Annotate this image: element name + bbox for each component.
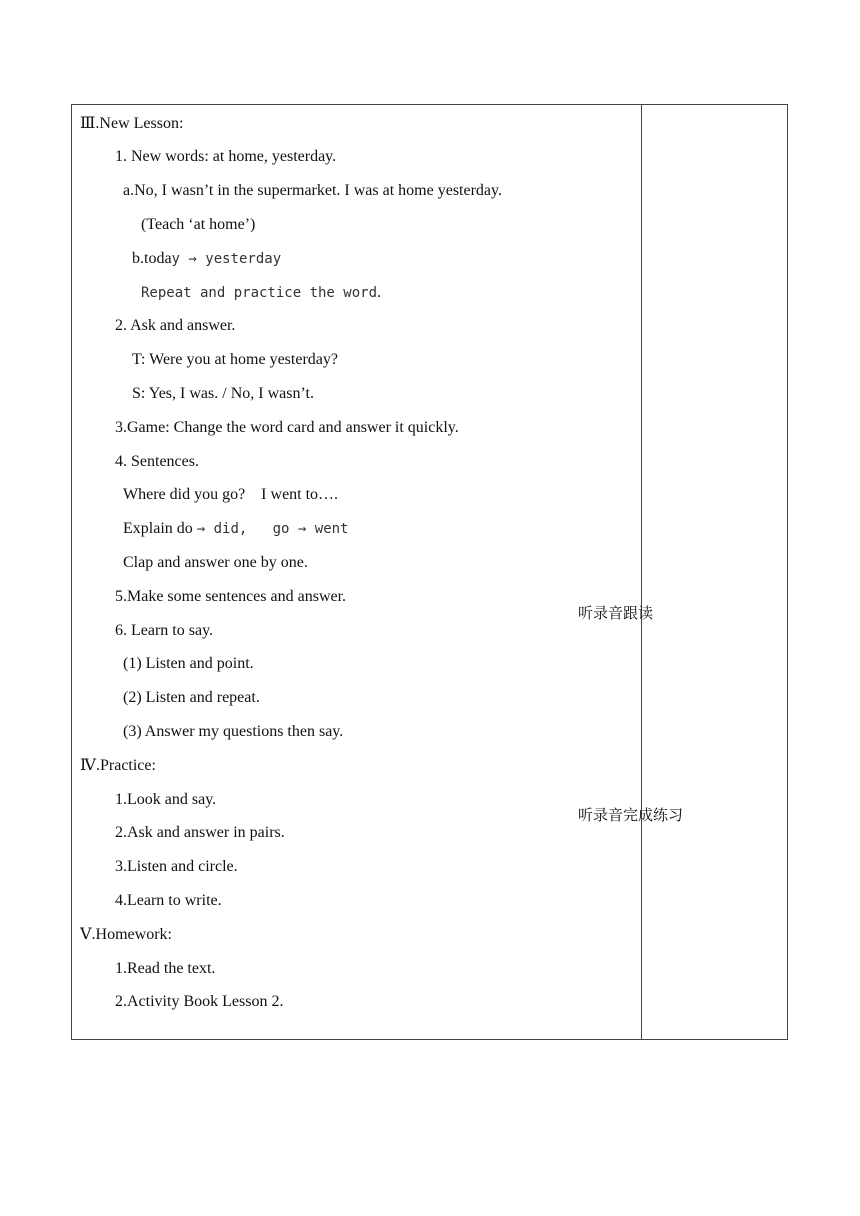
ask-answer-item: 2. Ask and answer. <box>115 317 236 334</box>
practice-circle: 3.Listen and circle. <box>115 858 238 875</box>
homework-read: 1.Read the text. <box>115 960 216 977</box>
game-item: 3.Game: Change the word card and answer it quickly. <box>115 419 459 436</box>
clap-answer: Clap and answer one by one. <box>123 554 308 571</box>
column-divider <box>641 105 642 1039</box>
explain-verbs: → did, go → went <box>196 521 349 537</box>
practice-write: 4.Learn to write. <box>115 892 222 909</box>
teacher-question: T: Were you at home yesterday? <box>132 351 338 368</box>
make-sentences-item: 5.Make some sentences and answer. <box>115 588 347 605</box>
sentences-item: 4. Sentences. <box>115 453 199 470</box>
learn-to-say-item: 6. Learn to say. <box>115 622 214 639</box>
example-b-prefix: b.toda <box>132 250 172 267</box>
practice-look-say: 1.Look and say. <box>115 791 217 808</box>
practice-heading: Ⅳ.Practice: <box>80 757 156 774</box>
answer-questions: (3) Answer my questions then say. <box>123 723 344 740</box>
note-listen-practice: 听录音完成练习 <box>578 806 684 824</box>
listen-point: (1) Listen and point. <box>123 655 254 672</box>
homework-heading: Ⅴ.Homework: <box>80 926 172 943</box>
new-words-example-b <box>132 249 281 269</box>
where-did-you-go: Where did you go? I went to…. <box>123 486 339 503</box>
repeat-practice-line <box>141 283 381 303</box>
homework-activity-book: 2.Activity Book Lesson 2. <box>115 993 284 1010</box>
note-listen-read: 听录音跟读 <box>578 604 654 622</box>
student-answer: S: Yes, I was. / No, I wasn’t. <box>132 385 314 402</box>
explain-prefix: Explain do <box>123 520 197 537</box>
teach-note: (Teach ‘at home’) <box>141 216 256 233</box>
repeat-practice-text: Repeat and practice the word <box>141 285 378 301</box>
example-b-arrow-text: y → yesterday <box>171 251 282 267</box>
practice-pairs: 2.Ask and answer in pairs. <box>115 824 285 841</box>
repeat-practice-dot: . <box>377 284 382 301</box>
listen-repeat: (2) Listen and repeat. <box>123 689 260 706</box>
new-lesson-heading: Ⅲ.New Lesson: <box>80 115 184 132</box>
new-words-item: 1. New words: at home, yesterday. <box>115 148 337 165</box>
new-words-example-a: a.No, I wasn’t in the supermarket. I was at home yesterday. <box>123 182 502 199</box>
explain-line <box>123 519 348 539</box>
